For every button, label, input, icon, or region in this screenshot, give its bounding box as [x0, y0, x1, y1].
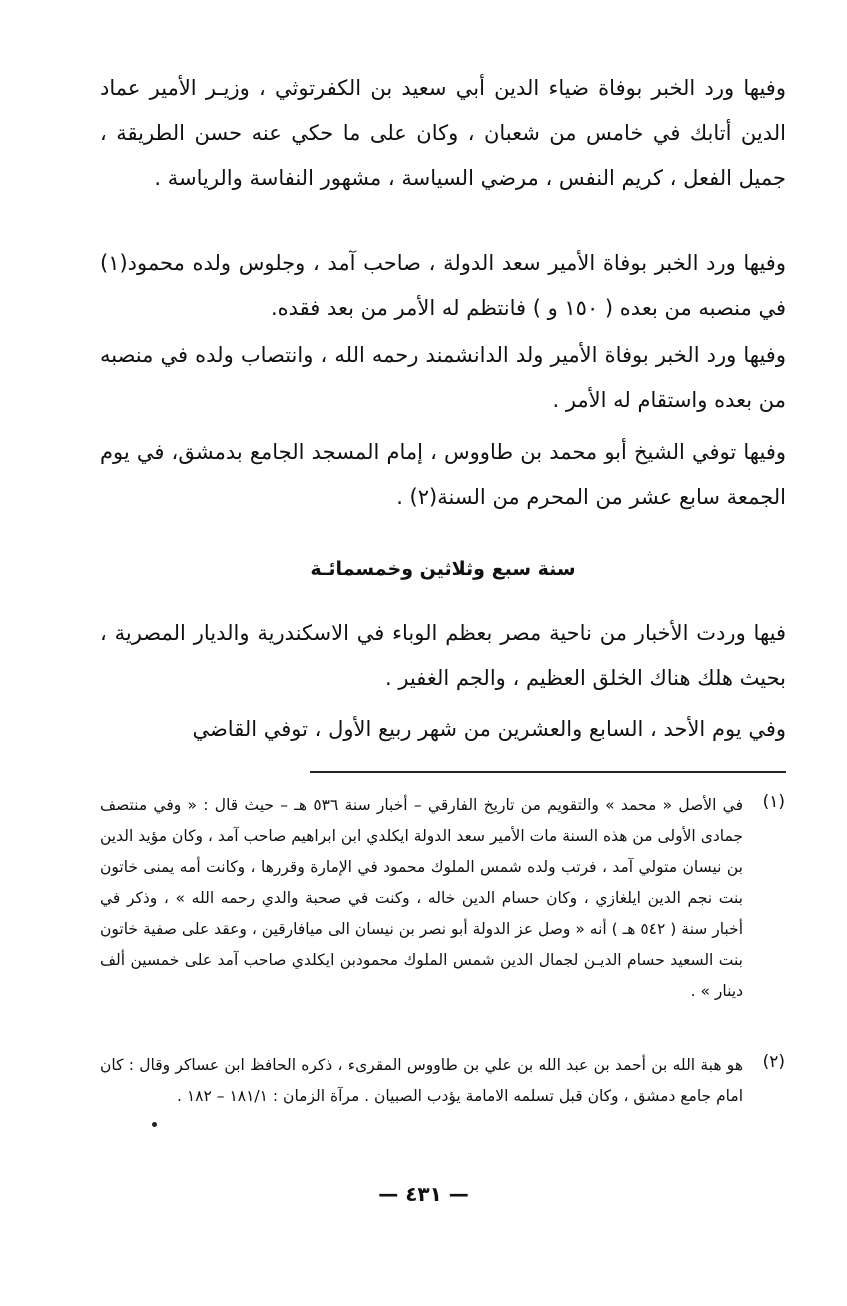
- footnote-divider: [310, 771, 786, 773]
- footnote-1-number: (١): [762, 792, 785, 812]
- paragraph-2: وفيها ورد الخبر بوفاة الأمير سعد الدولة ، صاحب آمد ، وجلوس ولده محمود(١) في منصبه من بعده ( ١٥٠ و ) فانتظم له الأمر من بعد فقده.: [100, 251, 786, 320]
- paragraph-5: فيها وردت الأخبار من ناحية مصر بعظم الوباء في الاسكندرية والديار المصرية ، بحيث هلك هناك الخلق العظيم ، والجم الغفير .: [100, 621, 786, 690]
- paragraph-6: وفي يوم الأحد ، السابع والعشرين من شهر ربيع الأول ، توفي القاضي: [192, 717, 786, 741]
- footnote-2-number: (٢): [762, 1052, 785, 1072]
- paragraph-4: وفيها توفي الشيخ أبو محمد بن طاووس ، إمام المسجد الجامع بدمشق، في يوم الجمعة سابع عشر من المحرم من السنة(٢) .: [100, 440, 786, 509]
- paragraph-3: وفيها ورد الخبر بوفاة الأمير ولد الدانشمند رحمه الله ، وانتصاب ولده في منصبه من بعده واستقام له الأمر .: [100, 343, 786, 412]
- stray-mark: [152, 1122, 157, 1127]
- footnote-2-text: هو هبة الله بن أحمد بن عبد الله بن علي بن طاووس المقرىء ، ذكره الحافظ ابن عساكر وقال : كان امام جامع دمشق ، وكان قبل تسلمه الامامة يؤدب الصبيان . مرآة الزمان : ١٨١/١ – ١٨٢ .: [100, 1056, 743, 1105]
- paragraph-1: وفيها ورد الخبر بوفاة ضياء الدين أبي سعيد بن الكفرتوثي ، وزيـر الأمير عماد الدين أتابك في خامس من شعبان ، وكان على ما حكي عنه حسن الطريقة ، جميل الفعل ، كريم النفس ، مرضي السياسة ، مشهور النفاسة والرياسة .: [100, 76, 786, 190]
- footnote-1-text: في الأصل « محمد » والتقويم من تاريخ الفارقي – أخبار سنة ٥٣٦ هـ – حيث قال : « وفي منتصف جمادى الأولى من هذه السنة مات الأمير سعد الدولة ايكلدي ابن ابراهيم صاحب آمد ، وكان مؤيد الدين بن نيسان متولي آمد ، فرتب ولده شمس الملوك محمود في الإمارة وقررها ، وكانت أمه يمنى خاتون بنت نجم الدين ايلغازي ، وكان حسام الدين خاله ، وكنت في صحبة والدي رحمه الله » ، وذكر في أخبار سنة ( ٥٤٢ هـ ) أنه « وصل عز الدولة أبو نصر بن نيسان الى ميافارقين ، وعقد على صفية خاتون بنت السعيد حسام الديـن لجمال الدين شمس الملوك محمودبن ايكلدي صاحب آمد على خمسين ألف دينار » .: [100, 796, 744, 1000]
- page-number: — ٤٣١ —: [378, 1182, 469, 1206]
- section-heading: سنة سبع وثلاثين وخمسمائـة: [310, 558, 576, 580]
